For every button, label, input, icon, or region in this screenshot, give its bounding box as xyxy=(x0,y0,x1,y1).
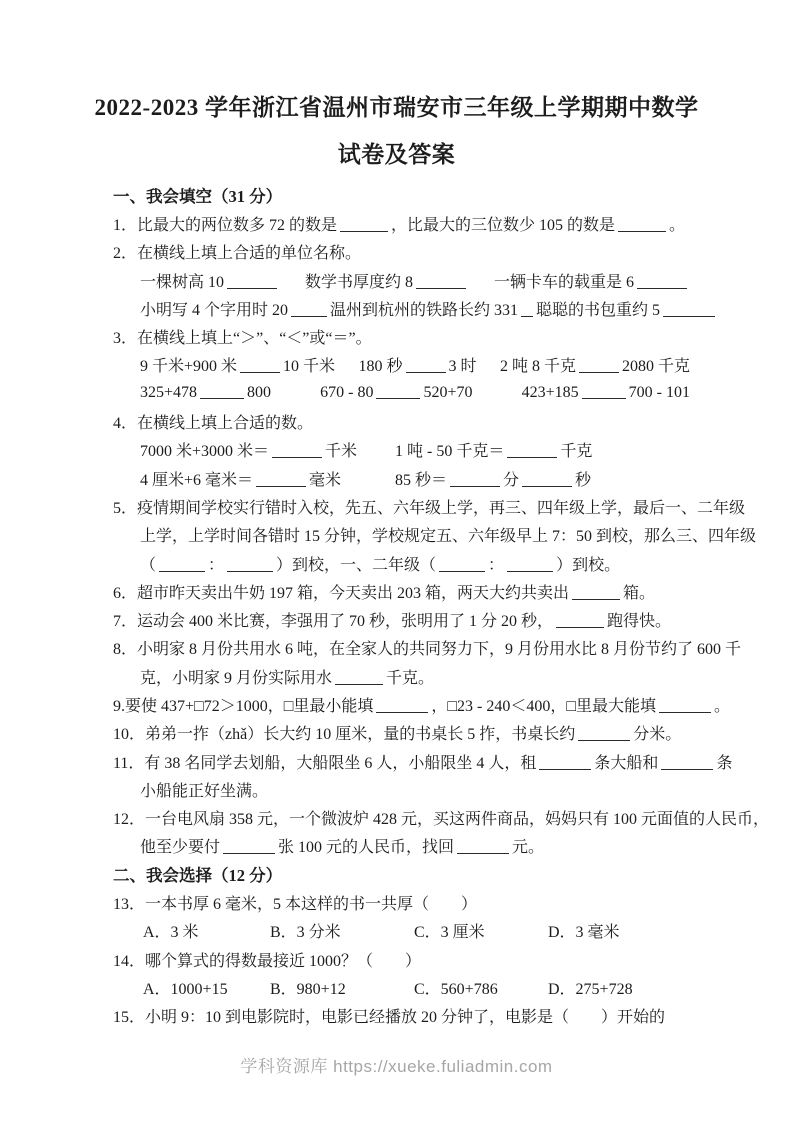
question-text: 小明写 4 个字用时 20 xyxy=(140,301,289,319)
question-text: D．275+728 xyxy=(548,980,633,998)
question-text: 13．一本书厚 6 毫米，5 本这样的书一共厚（ ） xyxy=(113,896,478,914)
question-text: ： xyxy=(208,556,225,574)
line-column xyxy=(395,467,690,490)
fill-in-blank xyxy=(556,615,604,628)
line-column xyxy=(140,467,395,490)
line-column xyxy=(548,976,690,999)
question-line xyxy=(113,209,690,237)
fill-in-blank xyxy=(582,386,626,399)
line-column xyxy=(270,976,414,999)
line-column xyxy=(113,891,477,914)
fill-in-blank xyxy=(376,386,420,399)
fill-in-blank xyxy=(335,672,383,685)
line-column xyxy=(140,438,395,461)
question-line xyxy=(113,605,690,633)
question-line xyxy=(113,888,690,916)
question-text: 7．运动会 400 米比赛，李强用了 70 秒，张明用了 1 分 20 秒， xyxy=(113,613,554,631)
fill-in-blank xyxy=(661,757,713,770)
fill-in-blank xyxy=(457,841,509,854)
footer-watermark xyxy=(0,1052,793,1077)
line-column xyxy=(140,384,271,402)
question-text: 条大船和 xyxy=(594,754,659,772)
line-column xyxy=(358,353,476,376)
fill-in-blank xyxy=(159,559,205,572)
fill-in-blank xyxy=(272,445,322,458)
question-text: 700 - 101 xyxy=(628,384,690,402)
question-line xyxy=(113,1002,690,1030)
line-column xyxy=(536,297,718,320)
line-column xyxy=(113,240,361,263)
question-text: 克，小明家 9 月份实际用水 xyxy=(140,669,333,687)
question-text: 15．小明 9：10 到电影院时，电影已经播放 20 分钟了，电影是（ ）开始的 xyxy=(113,1009,666,1027)
question-text: A．3 米 xyxy=(143,924,199,942)
line-column xyxy=(113,636,741,659)
question-text: 5．疫情期间学校实行错时入校，先五、六年级上学，再三、四年级上学，最后一、二年级 xyxy=(113,499,746,517)
question-text: 元。 xyxy=(512,839,545,857)
fill-in-blank xyxy=(227,276,277,289)
question-text: 箱。 xyxy=(623,584,656,602)
line-column xyxy=(113,410,313,433)
line-column xyxy=(113,693,730,716)
title-line-1: 2022-2023 学年浙江省温州市瑞安市三年级上学期期中数学 xyxy=(94,95,699,120)
line-column xyxy=(113,495,745,518)
line-column xyxy=(494,269,690,292)
line-column xyxy=(143,919,270,942)
question-text: 条 xyxy=(716,754,733,772)
fill-in-blank xyxy=(579,360,619,373)
question-line xyxy=(113,521,757,549)
fill-in-blank xyxy=(406,360,446,373)
question-text: 7000 米+3000 米＝ xyxy=(140,443,270,461)
question-text: 9 千米+900 米 xyxy=(140,358,238,376)
question-text: 数学书厚度约 8 xyxy=(304,273,413,291)
document-body xyxy=(113,181,770,1030)
question-text: 325+478 xyxy=(140,384,198,402)
question-line xyxy=(113,322,690,350)
question-text: 11．有 38 名同学去划船，大船限坐 6 人，小船限坐 4 人，租 xyxy=(113,754,537,772)
question-line xyxy=(113,804,770,832)
question-text: D．3 毫米 xyxy=(548,924,620,942)
line-column xyxy=(140,552,620,575)
question-text: 10．弟弟一拃（zhǎ）长大约 10 厘米，量的书桌长 5 拃，书桌长约 xyxy=(113,726,576,744)
question-text: （ xyxy=(140,556,157,574)
question-text: 800 xyxy=(247,384,272,402)
fill-in-blank xyxy=(416,276,466,289)
question-line xyxy=(113,379,690,407)
question-text: 423+185 xyxy=(521,384,579,402)
question-text: ）到校。 xyxy=(556,556,621,574)
fill-in-blank xyxy=(450,474,500,487)
question-text: 千米 xyxy=(325,443,358,461)
question-line xyxy=(113,351,690,379)
line-column xyxy=(113,212,685,235)
line-column xyxy=(140,523,756,546)
line-column xyxy=(113,580,655,603)
question-text: 12．一台电风扇 358 元，一个微波炉 428 元，买这两件商品，妈妈只有 100 元面值的人民币， xyxy=(113,811,770,829)
question-line xyxy=(113,775,690,803)
question-text: 85 秒＝ xyxy=(395,471,448,489)
question-text: 小船能正好坐满。 xyxy=(140,782,269,800)
question-text: ： xyxy=(488,556,505,574)
line-column xyxy=(143,976,270,999)
line-column xyxy=(140,269,280,292)
line-column xyxy=(113,806,769,829)
title-line-2: 试卷及答案 xyxy=(337,142,456,167)
question-line xyxy=(113,436,690,464)
question-text: 千克。 xyxy=(386,669,435,687)
question-line xyxy=(113,634,742,662)
question-text: 3 时 xyxy=(448,358,477,376)
question-line xyxy=(113,266,690,294)
question-text: 千克 xyxy=(560,443,593,461)
fill-in-blank xyxy=(618,219,666,232)
line-column xyxy=(113,721,681,744)
fill-in-blank xyxy=(200,386,244,399)
footer-text: 学科资源库 https://xueke.fuliadmin.com xyxy=(240,1057,553,1076)
question-text: 。 xyxy=(714,697,731,715)
fill-in-blank xyxy=(507,445,557,458)
line-column xyxy=(320,384,472,402)
line-column xyxy=(140,297,330,320)
fill-in-blank xyxy=(637,276,687,289)
question-line xyxy=(113,747,733,775)
line-column xyxy=(113,1004,665,1027)
line-column xyxy=(113,325,372,348)
fill-in-blank xyxy=(572,587,620,600)
question-text: 2．在横线上填上合适的单位名称。 xyxy=(113,245,362,263)
section-heading: 二、我会选择（12 分） xyxy=(113,866,283,886)
fill-in-blank xyxy=(659,700,711,713)
line-column xyxy=(548,919,690,942)
line-column xyxy=(305,269,469,292)
question-line xyxy=(113,945,690,973)
question-text: 4 厘米+6 毫米＝ xyxy=(140,471,254,489)
fill-in-blank xyxy=(227,559,273,572)
line-column xyxy=(330,297,536,320)
question-text: 一辆卡车的载重是 6 xyxy=(493,273,634,291)
question-text: 2 吨 8 千克 xyxy=(499,358,576,376)
fill-in-blank xyxy=(507,559,553,572)
question-text: 2080 千克 xyxy=(621,358,690,376)
question-text: 10 千米 xyxy=(283,358,336,376)
line-column xyxy=(140,353,335,376)
fill-in-blank xyxy=(663,304,715,317)
question-line xyxy=(113,832,690,860)
fill-in-blank xyxy=(223,841,275,854)
question-text: 毫米 xyxy=(309,471,342,489)
question-text: B．980+12 xyxy=(270,980,346,998)
line-column xyxy=(113,608,671,631)
question-line xyxy=(113,577,690,605)
question-line xyxy=(113,238,690,266)
question-line xyxy=(113,917,690,945)
question-text: ，□23 - 240＜400，□里最大能填 xyxy=(431,697,657,715)
fill-in-blank xyxy=(578,728,630,741)
question-text: 秒 xyxy=(575,471,592,489)
question-text: 他至少要付 xyxy=(140,839,221,857)
question-text: C．560+786 xyxy=(414,980,498,998)
question-line xyxy=(113,464,690,492)
question-line xyxy=(113,662,690,690)
question-text: 1 吨 - 50 千克＝ xyxy=(395,443,505,461)
line-column xyxy=(140,778,268,801)
question-text: 14．哪个算式的得数最接近 1000？（ ） xyxy=(113,952,422,970)
line-column xyxy=(140,665,434,688)
question-text: 。 xyxy=(669,216,686,234)
question-text: 670 - 80 xyxy=(320,384,374,402)
question-text: A．1000+15 xyxy=(143,980,228,998)
question-text: 聪聪的书包重约 5 xyxy=(536,301,661,319)
fill-in-blank xyxy=(539,757,591,770)
question-text: 上学，上学时间各错时 15 分钟，学校规定五、六年级早上 7：50 到校，那么三、四年级 xyxy=(140,528,757,546)
fill-in-blank xyxy=(521,304,533,317)
fill-in-blank xyxy=(340,219,388,232)
fill-in-blank xyxy=(522,474,572,487)
line-column xyxy=(113,750,732,773)
line-column xyxy=(113,948,421,971)
line-column xyxy=(522,384,690,402)
fill-in-blank xyxy=(291,304,327,317)
question-text: B．3 分米 xyxy=(270,924,341,942)
fill-in-blank xyxy=(240,360,280,373)
question-text: ）到校，一、二年级（ xyxy=(276,556,437,574)
line-column xyxy=(395,438,690,461)
question-text: 分米。 xyxy=(633,726,682,744)
question-line xyxy=(113,492,746,520)
question-text: 一棵树高 10 xyxy=(140,273,225,291)
question-line xyxy=(113,294,690,322)
question-line xyxy=(113,719,690,747)
question-text: 180 秒 xyxy=(358,358,403,376)
page-title xyxy=(0,84,793,178)
line-column xyxy=(414,919,548,942)
line-column xyxy=(270,919,414,942)
question-text: 8．小明家 8 月份共用水 6 吨，在全家人的共同努力下，9 月份用水比 8 月份节约了 600 千 xyxy=(113,641,742,659)
question-text: ，比最大的三位数少 105 的数是 xyxy=(391,216,616,234)
question-line xyxy=(113,549,690,577)
line-column xyxy=(414,976,548,999)
question-text: 4．在横线上填上合适的数。 xyxy=(113,415,314,433)
line-column xyxy=(140,834,544,857)
question-text: 张 100 元的人民币，找回 xyxy=(278,839,455,857)
question-text: 温州到杭州的铁路长约 331 xyxy=(330,301,519,319)
question-line xyxy=(113,690,731,718)
question-text: 9.要使 437+□72＞1000，□里最小能填 xyxy=(113,697,374,715)
section-heading: 一、我会填空（31 分） xyxy=(113,187,283,207)
question-text: C．3 厘米 xyxy=(414,924,485,942)
fill-in-blank xyxy=(376,700,428,713)
line-column xyxy=(500,353,690,376)
question-text: 1．比最大的两位数多 72 的数是 xyxy=(113,216,338,234)
question-text: 分 xyxy=(503,471,520,489)
fill-in-blank xyxy=(256,474,306,487)
question-text: 520+70 xyxy=(423,384,473,402)
question-line xyxy=(113,407,690,435)
fill-in-blank xyxy=(439,559,485,572)
question-text: 3．在横线上填上“＞”、“＜”或“＝”。 xyxy=(113,330,372,348)
question-line xyxy=(113,973,690,1001)
question-text: 跑得快。 xyxy=(607,613,672,631)
question-text: 6．超市昨天卖出牛奶 197 箱，今天卖出 203 箱，两天大约共卖出 xyxy=(113,584,570,602)
